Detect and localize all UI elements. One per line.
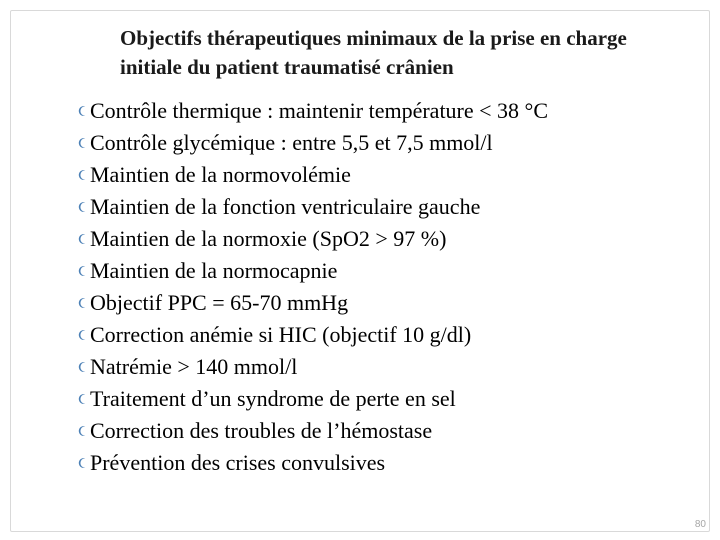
crescent-moon-icon bbox=[76, 351, 90, 383]
crescent-moon-icon bbox=[76, 319, 90, 351]
bullet-text: Objectif PPC = 65-70 mmHg bbox=[90, 290, 349, 315]
bullet-item bbox=[90, 287, 548, 319]
crescent-moon-icon bbox=[76, 415, 90, 447]
bullet-text: Natrémie > 140 mmol/l bbox=[90, 354, 298, 379]
bullet-item bbox=[90, 95, 548, 127]
bullet-item bbox=[90, 415, 548, 447]
bullet-item bbox=[90, 191, 548, 223]
crescent-moon-icon bbox=[76, 255, 90, 287]
bullet-item bbox=[90, 223, 548, 255]
crescent-moon-icon bbox=[76, 287, 90, 319]
bullet-item bbox=[90, 383, 548, 415]
slide-title: Objectifs thérapeutiques minimaux de la prise en charge initiale du patient traumatisé crânien bbox=[120, 26, 627, 79]
page-number: 80 bbox=[694, 519, 706, 530]
bullet-item bbox=[90, 255, 548, 287]
bullet-item bbox=[90, 127, 548, 159]
bullet-text: Maintien de la fonction ventriculaire gauche bbox=[90, 194, 481, 219]
bullet-item bbox=[90, 159, 548, 191]
bullet-text: Prévention des crises convulsives bbox=[90, 450, 386, 475]
bullet-text: Maintien de la normovolémie bbox=[90, 162, 351, 187]
crescent-moon-icon bbox=[76, 223, 90, 255]
bullet-text: Correction des troubles de l’hémostase bbox=[90, 418, 433, 443]
bullet-item bbox=[90, 319, 548, 351]
bullet-text: Contrôle thermique : maintenir température < 38 °C bbox=[90, 98, 549, 123]
bullet-text: Traitement d’un syndrome de perte en sel bbox=[90, 386, 456, 411]
crescent-moon-icon bbox=[76, 95, 90, 127]
crescent-moon-icon bbox=[76, 447, 90, 479]
bullet-text: Contrôle glycémique : entre 5,5 et 7,5 mmol/l bbox=[90, 130, 493, 155]
crescent-moon-icon bbox=[76, 191, 90, 223]
bullet-text: Maintien de la normoxie (SpO2 > 97 %) bbox=[90, 226, 447, 251]
bullet-item bbox=[90, 351, 548, 383]
bullet-list bbox=[90, 95, 548, 479]
bullet-text: Maintien de la normocapnie bbox=[90, 258, 338, 283]
crescent-moon-icon bbox=[76, 127, 90, 159]
bullet-text: Correction anémie si HIC (objectif 10 g/dl) bbox=[90, 322, 472, 347]
crescent-moon-icon bbox=[76, 159, 90, 191]
bullet-item bbox=[90, 447, 548, 479]
crescent-moon-icon bbox=[76, 383, 90, 415]
